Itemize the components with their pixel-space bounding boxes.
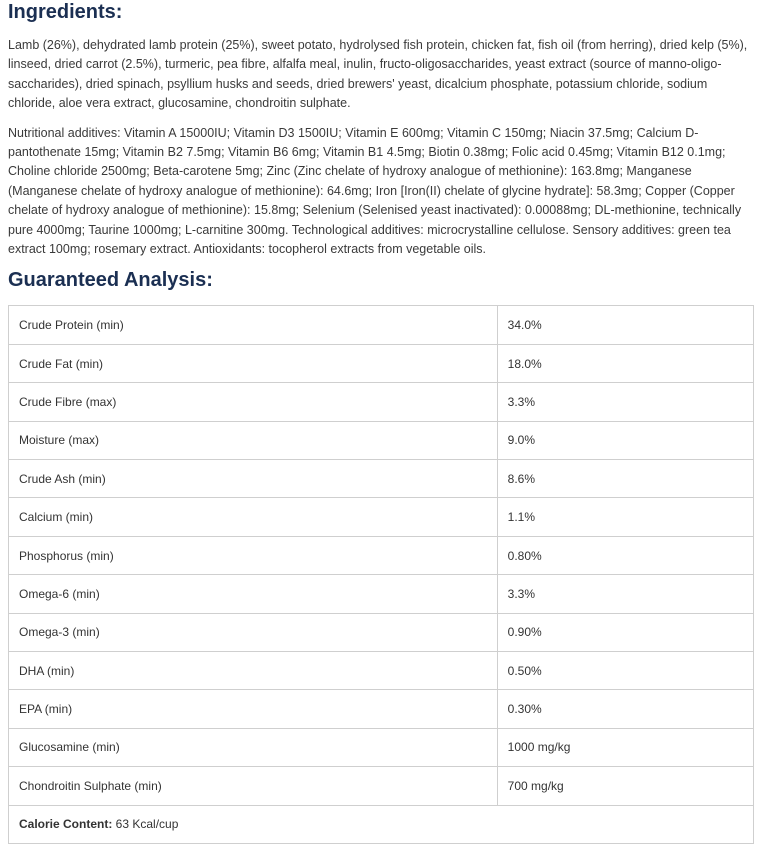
table-row — [9, 651, 754, 689]
table-row — [9, 498, 754, 536]
nutrient-name: Crude Fibre (max) — [9, 383, 498, 421]
table-row — [9, 421, 754, 459]
nutrient-name: Glucosamine (min) — [9, 728, 498, 766]
nutrient-name: Omega-6 (min) — [9, 575, 498, 613]
nutrient-value: 34.0% — [497, 306, 753, 344]
nutrient-name: Crude Fat (min) — [9, 344, 498, 382]
nutrient-name: Phosphorus (min) — [9, 536, 498, 574]
nutrient-name: DHA (min) — [9, 651, 498, 689]
table-row — [9, 383, 754, 421]
nutrient-name: Moisture (max) — [9, 421, 498, 459]
guaranteed-analysis-heading: Guaranteed Analysis: — [8, 269, 213, 292]
ingredients-text: Lamb (26%), dehydrated lamb protein (25%), sweet potato, hydrolysed fish protein, chicken fat, fish oil (from herring), dried kelp (5%), linseed, dried carrot (2.5%), turmeric, pea fibre, alfalfa meal, inulin, fructo-oligosaccharides, yeast extract (source of manno-oligo-saccharides), dried spinach, psyllium husks and seeds, dried brewers' yeast, dicalcium phosphate, potassium chloride, sodium chloride, aloe vera extract, glucosamine, chondroitin sulphate. — [8, 38, 748, 111]
guaranteed-analysis-table — [8, 305, 754, 843]
nutrient-value: 0.50% — [497, 651, 753, 689]
table-row — [9, 536, 754, 574]
calorie-content-cell — [9, 805, 754, 843]
nutrient-value: 0.80% — [497, 536, 753, 574]
nutrient-value: 9.0% — [497, 421, 753, 459]
nutrient-value: 700 mg/kg — [497, 767, 753, 805]
table-row — [9, 690, 754, 728]
table-row — [9, 767, 754, 805]
table-row — [9, 460, 754, 498]
product-details — [8, 0, 754, 844]
nutrient-value: 1000 mg/kg — [497, 728, 753, 766]
nutrient-name: Chondroitin Sulphate (min) — [9, 767, 498, 805]
ingredients-heading: Ingredients: — [8, 1, 123, 23]
nutrient-value: 3.3% — [497, 383, 753, 421]
nutrient-name: Omega-3 (min) — [9, 613, 498, 651]
nutrient-name: EPA (min) — [9, 690, 498, 728]
nutrient-name: Crude Protein (min) — [9, 306, 498, 344]
calorie-content-label: Calorie Content: — [19, 817, 113, 832]
calorie-content-row — [9, 805, 754, 843]
table-row — [9, 728, 754, 766]
table-row — [9, 306, 754, 344]
table-row — [9, 575, 754, 613]
nutrient-value: 18.0% — [497, 344, 753, 382]
nutrient-value: 8.6% — [497, 460, 753, 498]
nutrient-value: 1.1% — [497, 498, 753, 536]
table-row — [9, 613, 754, 651]
table-row — [9, 344, 754, 382]
nutrient-name: Calcium (min) — [9, 498, 498, 536]
nutrient-value: 3.3% — [497, 575, 753, 613]
nutrient-value: 0.90% — [497, 613, 753, 651]
nutrient-name: Crude Ash (min) — [9, 460, 498, 498]
calorie-content-value: 63 Kcal/cup — [112, 817, 179, 832]
nutrient-value: 0.30% — [497, 690, 753, 728]
additives-text: Nutritional additives: Vitamin A 15000IU; Vitamin D3 1500IU; Vitamin E 600mg; Vitamin C 150mg; Niacin 37.5mg; Calcium D-pantothenate 15mg; Vitamin B2 7.5mg; Vitamin B6 6mg; Vitamin B1 4.5mg; Biotin 0.38mg; Folic acid 0.45mg; Vitamin B12 0.1mg; Choline chloride 2500mg; Beta-carotene 5mg; Zinc (Zinc chelate of hydroxy analogue of methionine): 163.8mg; Manganese (Manganese chelate of hydroxy analogue of methionine): 64.6mg; Iron [Iron(II) chelate of glycine hydrate]: 58.3mg; Copper (Copper chelate of hydroxy analogue of methionine): 15.8mg; Selenium (Selenised yeast inactivated): 0.00088mg; DL-methionine, technically pure 4000mg; Taurine 1000mg; L-carnitine 300mg. Technological additives: microcrystalline cellulose. Sensory additives: green tea extract 100mg; rosemary extract. Antioxidants: tocopherol extracts from vegetable oils. — [8, 125, 742, 257]
